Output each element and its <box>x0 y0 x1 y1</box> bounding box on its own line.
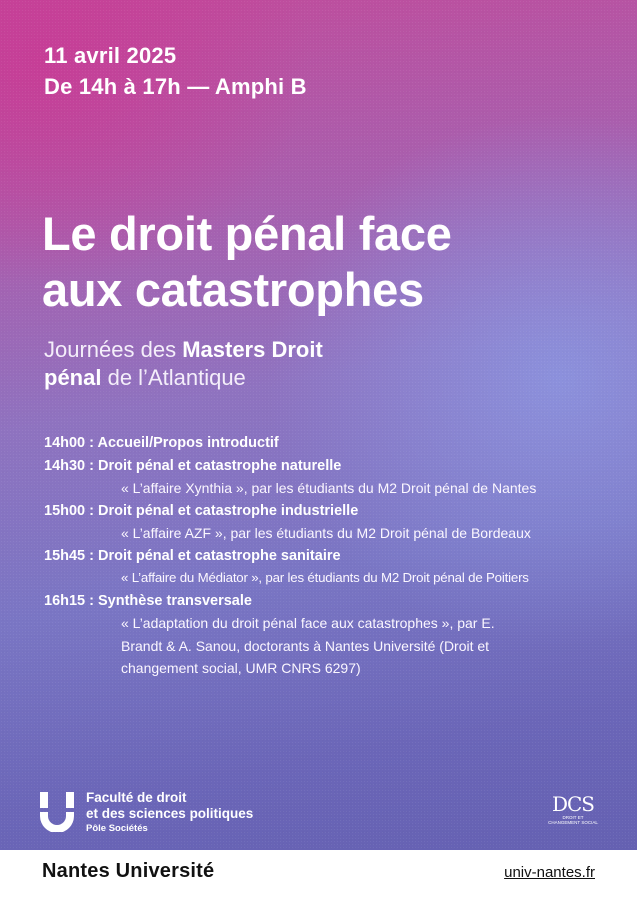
footer-bar <box>0 850 637 900</box>
dcs-logo <box>548 793 598 825</box>
program-item: 14h30 : Droit pénal et catastrophe naturelle « L’affaire Xynthia », par les étudiants du M2 Droit pénal de Nantes <box>44 455 614 500</box>
program-item: 14h00 : Accueil/Propos introductif <box>44 435 279 451</box>
program-item: 15h45 : Droit pénal et catastrophe sanitaire « L’affaire du Médiator », par les étudiants du M2 Droit pénal de Poitiers <box>44 545 614 590</box>
poster-title <box>42 206 622 318</box>
university-website-link[interactable]: univ-nantes.fr <box>504 864 595 881</box>
program-time: 15h45 <box>44 547 86 564</box>
title-line-1: Le droit pénal face <box>42 207 452 260</box>
program-label: Accueil/Propos introductif <box>97 435 279 451</box>
poster-subtitle <box>44 336 444 392</box>
subtitle-part-2: de l’Atlantique <box>101 365 246 390</box>
program-time: 14h00 <box>44 435 86 451</box>
faculty-name-line-1: Faculté de droit <box>86 790 187 805</box>
program-time: 16h15 <box>44 592 86 609</box>
program-description: « L’adaptation du droit pénal face aux catastrophes », par E. Brandt & A. Sanou, doctorants à Nantes Université (Droit et changement social, UMR CNRS 6297) <box>121 615 495 676</box>
title-line-2: aux catastrophes <box>42 263 424 316</box>
program-item: 16h15 : Synthèse transversale « L’adaptation du droit pénal face aux catastrophes », par E. Brandt & A. Sanou, doctorants à Nantes Université (Droit et changement social, UMR CNRS 6297) <box>44 590 614 680</box>
program-description: « L’affaire AZF », par les étudiants du M2 Droit pénal de Bordeaux <box>121 525 531 541</box>
program-label: Droit pénal et catastrophe industrielle <box>98 502 359 519</box>
university-name: Nantes Université <box>42 860 215 882</box>
program-list <box>44 432 614 680</box>
faculty-name-line-2: et des sciences politiques <box>86 806 254 821</box>
subtitle-bold-1: Masters Droit <box>182 337 323 362</box>
dcs-logo-letters: DCS <box>551 792 595 816</box>
event-date-block <box>44 40 307 102</box>
program-label: Droit pénal et catastrophe naturelle <box>98 457 342 474</box>
event-time-location: De 14h à 17h — Amphi B <box>44 74 307 99</box>
program-description: « L’affaire Xynthia », par les étudiants du M2 Droit pénal de Nantes <box>121 480 537 496</box>
subtitle-bold-2: pénal <box>44 365 102 390</box>
event-date: 11 avril 2025 <box>44 43 177 68</box>
subtitle-part-1: Journées des <box>44 337 183 362</box>
faculty-logo <box>40 790 253 835</box>
dcs-logo-line-2: CHANGEMENT SOCIAL <box>548 820 598 825</box>
nantes-universite-logo-icon <box>40 792 74 832</box>
program-item: 15h00 : Droit pénal et catastrophe industrielle « L’affaire AZF », par les étudiants du M2 Droit pénal de Bordeaux <box>44 500 614 545</box>
program-time: 15h00 <box>44 502 86 519</box>
program-description: « L’affaire du Médiator », par les étudiants du M2 Droit pénal de Poitiers <box>121 570 529 585</box>
faculty-pole: Pôle Sociétés <box>86 823 148 834</box>
dcs-logo-line-1: DROIT ET <box>562 815 584 820</box>
program-time: 14h30 <box>44 457 86 474</box>
program-label: Droit pénal et catastrophe sanitaire <box>98 547 341 564</box>
program-label: Synthèse transversale <box>98 592 252 609</box>
